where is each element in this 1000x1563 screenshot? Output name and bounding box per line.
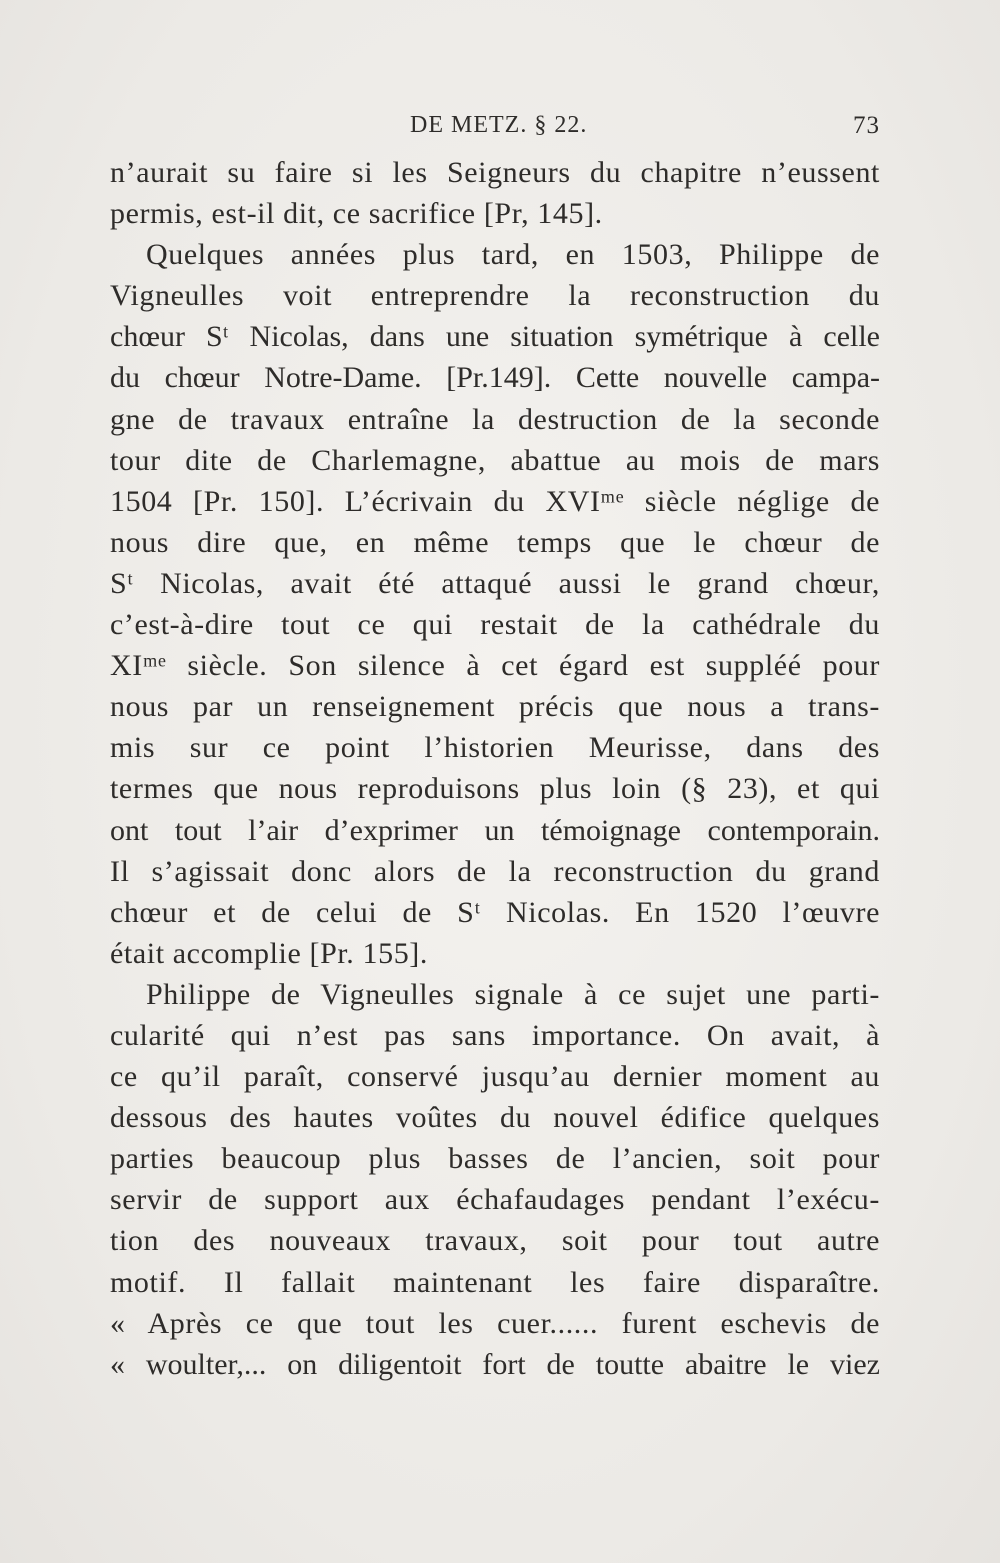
text-line: Sᵗ Nicolas, avait été attaqué aussi le grand chœur,	[110, 566, 880, 600]
text-line: était accomplie [Pr. 155].	[110, 936, 429, 970]
text-line: c’est-à-dire tout ce qui restait de la cathédrale du	[110, 608, 880, 642]
text-line: nous par un renseignement précis que nous a trans-	[110, 690, 880, 724]
text-line: chœur et de celui de Sᵗ Nicolas. En 1520 l’œuvre	[110, 895, 880, 929]
text-line: chœur Sᵗ Nicolas, dans une situation symétrique à celle	[110, 320, 880, 354]
text-line: nous dire que, en même temps que le chœur de	[110, 525, 880, 559]
text-line: Vigneulles voit entreprendre la reconstruction du	[110, 279, 880, 313]
text-line: du chœur Notre-Dame. [Pr.149]. Cette nouvelle campa-	[110, 361, 880, 395]
text-line: n’aurait su faire si les Seigneurs du chapitre n’eussent	[110, 156, 880, 189]
running-head	[118, 112, 880, 146]
text-line: ce qu’il paraît, conservé jusqu’au dernier moment au	[110, 1060, 880, 1094]
running-head-title: DE METZ. § 22.	[410, 112, 588, 138]
text-line: Il s’agissait donc alors de la reconstruction du grand	[110, 854, 880, 888]
text-line: gne de travaux entraîne la destruction de la seconde	[110, 402, 880, 436]
text-line: parties beaucoup plus basses de l’ancien, soit pour	[110, 1142, 880, 1176]
text-line: mis sur ce point l’historien Meurisse, dans des	[110, 731, 880, 765]
text-line: dessous des hautes voûtes du nouvel édifice quelques	[110, 1101, 880, 1135]
body-text	[110, 152, 880, 1385]
paragraph-first-line: Quelques années plus tard, en 1503, Philippe de	[146, 238, 880, 272]
quotation-line: « Après ce que tout les cuer...... furent eschevis de	[110, 1306, 880, 1340]
text-line: ont tout l’air d’exprimer un témoignage contemporain.	[110, 813, 880, 847]
text-line: tion des nouveaux travaux, soit pour tout autre	[110, 1224, 880, 1258]
text-line: permis, est-il dit, ce sacrifice [Pr, 145].	[110, 197, 603, 231]
text-line: cularité qui n’est pas sans importance. On avait, à	[110, 1018, 880, 1052]
page-number: 73	[853, 112, 880, 139]
quotation-line: « woulter,... on diligentoit fort de toutte abaitre le viez	[110, 1347, 880, 1381]
text-line: motif. Il fallait maintenant les faire disparaître.	[110, 1265, 880, 1299]
text-line: 1504 [Pr. 150]. L’écrivain du XVIᵐᵉ siècle néglige de	[110, 484, 880, 518]
text-line: servir de support aux échafaudages pendant l’exécu-	[110, 1183, 880, 1217]
paragraph-first-line: Philippe de Vigneulles signale à ce sujet une parti-	[146, 977, 880, 1011]
text-line: XIᵐᵉ siècle. Son silence à cet égard est suppléé pour	[110, 649, 880, 683]
text-line: tour dite de Charlemagne, abattue au mois de mars	[110, 443, 880, 477]
text-line: termes que nous reproduisons plus loin (§ 23), et qui	[110, 772, 880, 806]
